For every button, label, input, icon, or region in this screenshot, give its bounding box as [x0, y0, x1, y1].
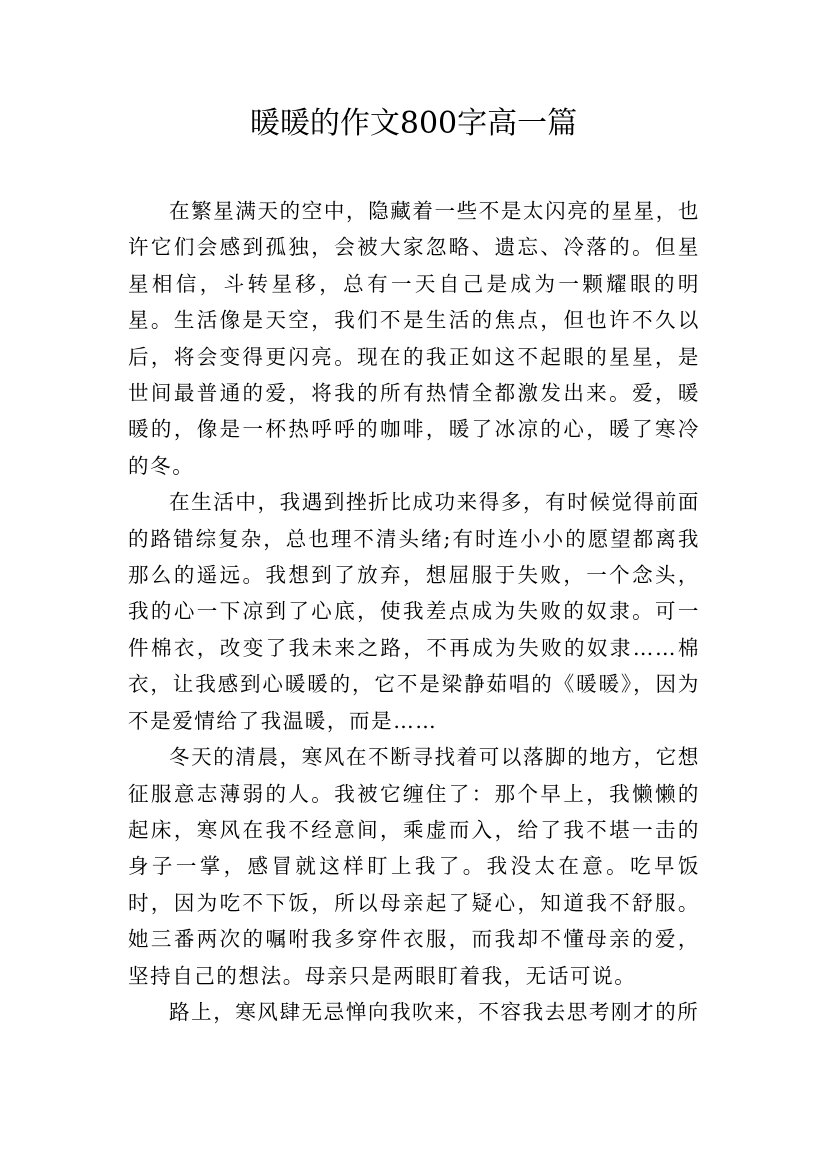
document-body	[128, 193, 700, 1030]
paragraph: 在生活中，我遇到挫折比成功来得多，有时候觉得前面的路错综复杂，总也理不清头绪;有时连小小的愿望都离我那么的遥远。我想到了放弃，想屈服于失败，一个念头，我的心一下凉到了心底，使我差点成为失败的奴隶。可一件棉衣，改变了我未来之路，不再成为失败的奴隶……棉衣，让我感到心暖暖的，它不是梁静茹唱的《暖暖》，因为不是爱情给了我温暖，而是……	[128, 490, 700, 733]
paragraph: 路上，寒风肆无忌惮向我吹来，不容我去思考刚才的所	[169, 999, 700, 1024]
document-title: 暖暖的作文800字高一篇	[249, 106, 578, 141]
paragraph: 在繁星满天的空中，隐藏着一些不是太闪亮的星星，也许它们会感到孤独，会被大家忽略、遗忘、冷落的。但星星相信，斗转星移，总有一天自己是成为一颗耀眼的明星。生活像是天空，我们不是生活的焦点，但也许不久以后，将会变得更闪亮。现在的我正如这不起眼的星星，是世间最普通的爱，将我的所有热情全都激发出来。爱，暖暖的，像是一杯热呼呼的咖啡，暖了冰凉的心，暖了寒冷的冬。	[128, 199, 700, 478]
paragraph: 冬天的清晨，寒风在不断寻找着可以落脚的地方，它想征服意志薄弱的人。我被它缠住了：那个早上，我懒懒的起床，寒风在我不经意间，乘虚而入，给了我不堪一击的身子一掌，感冒就这样盯上我了。我没太在意。吃早饭时，因为吃不下饭，所以母亲起了疑心，知道我不舒服。她三番两次的嘱咐我多穿件衣服，而我却不懂母亲的爱，坚持自己的想法。母亲只是两眼盯着我，无话可说。	[128, 745, 700, 988]
